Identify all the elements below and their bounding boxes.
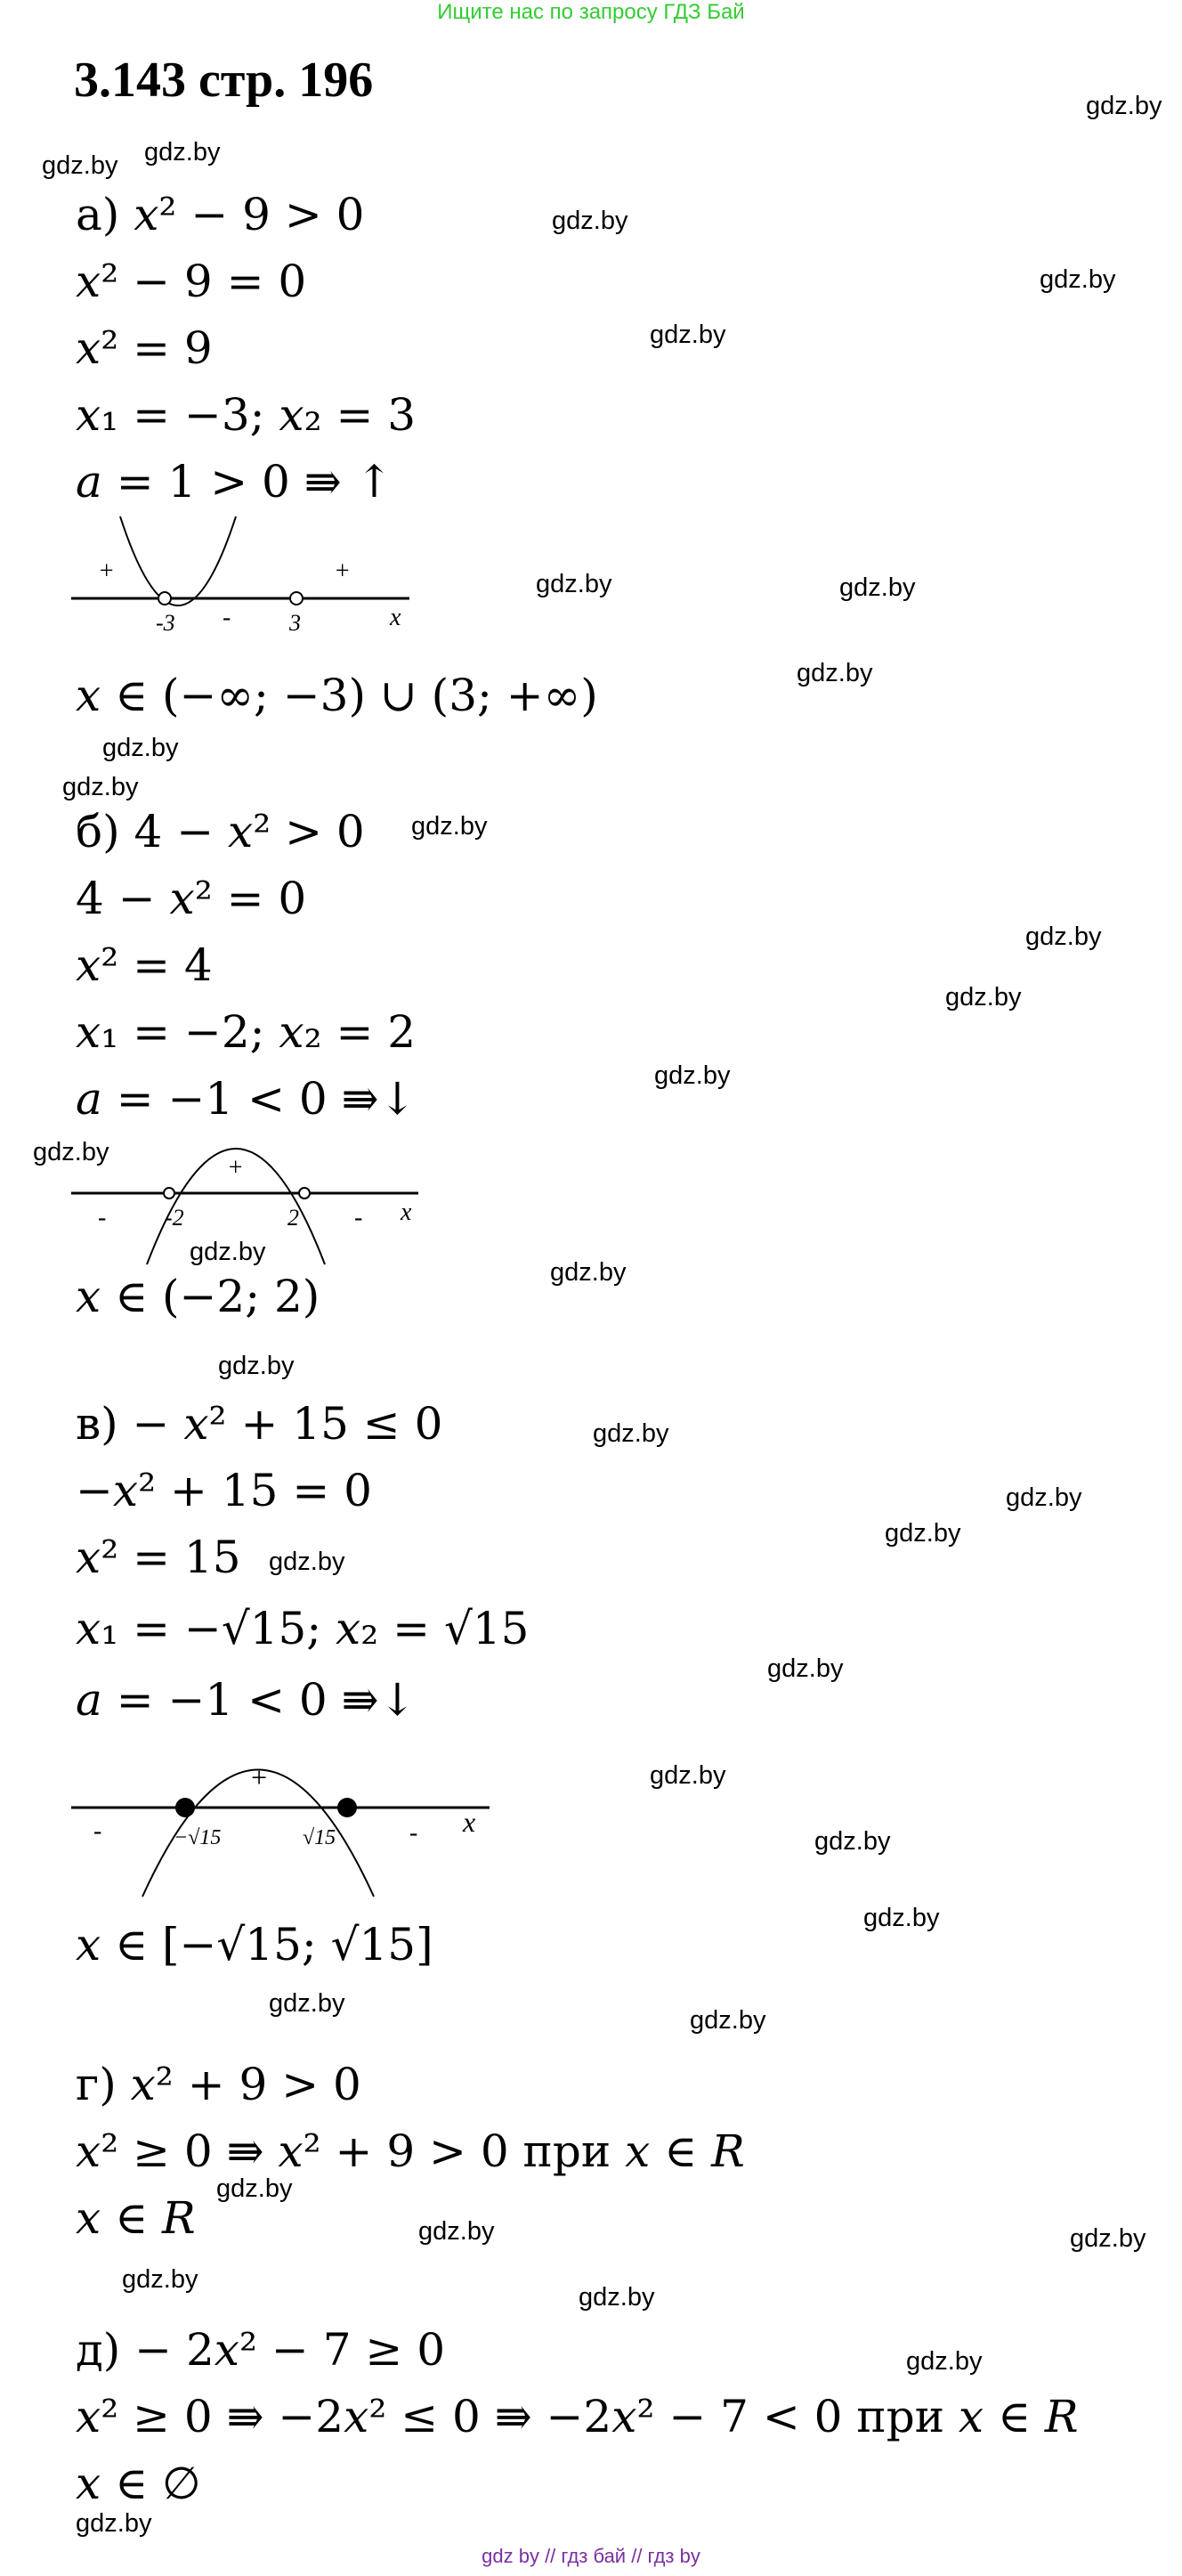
watermark: gdz.by (654, 1061, 731, 1090)
watermark: gdz.by (1025, 922, 1102, 951)
part-d-line-1: д) − 2𝑥² − 7 ≥ 0 (76, 2324, 446, 2376)
watermark: gdz.by (552, 207, 628, 235)
watermark: gdz.by (269, 1548, 345, 1576)
outer-sign-left: - (93, 1817, 102, 1845)
watermark: gdz.by (536, 570, 612, 598)
watermark: gdz.by (767, 1654, 844, 1683)
part-b-line-4: 𝑥₁ = −2; 𝑥₂ = 2 (76, 1006, 417, 1058)
part-v-line-2: −𝑥² + 15 = 0 (76, 1465, 372, 1516)
axis-label: x (463, 1806, 476, 1838)
part-g-line-3: 𝑥 ∈ 𝑅 (76, 2192, 196, 2244)
part-v-answer: 𝑥 ∈ [−√15; √15] (76, 1919, 433, 1971)
root-point-open (290, 592, 303, 605)
watermark: gdz.by (690, 2006, 766, 2035)
watermark: gdz.by (218, 1352, 295, 1380)
watermark: gdz.by (411, 812, 488, 841)
outer-sign-right: - (409, 1819, 418, 1847)
inner-sign: + (227, 1154, 244, 1182)
right-root-label: √15 (303, 1826, 336, 1849)
part-v-line-3: 𝑥² = 15 (76, 1532, 241, 1583)
watermark: gdz.by (62, 773, 139, 801)
root-point-filled (337, 1798, 357, 1817)
part-a-line-5: 𝑎 = 1 > 0 ⇛ ↑ (76, 456, 393, 508)
watermark: gdz.by (650, 321, 726, 349)
part-v-line-4: 𝑥₁ = −√15; 𝑥₂ = √15 (76, 1603, 530, 1654)
watermark: gdz.by (122, 2265, 198, 2294)
axis-label: x (401, 1199, 412, 1226)
part-a-line-3: 𝑥² = 9 (76, 322, 213, 374)
watermark: gdz.by (797, 659, 873, 687)
problem-title: 3.143 стр. 196 (74, 53, 374, 108)
watermark: gdz.by (42, 151, 118, 180)
watermark: gdz.by (579, 2283, 655, 2312)
part-b-line-3: 𝑥² = 4 (76, 939, 213, 991)
part-a-line-1: а) 𝑥² − 9 > 0 (76, 189, 365, 240)
watermark: gdz.by (650, 1761, 726, 1790)
part-a-line-2: 𝑥² − 9 = 0 (76, 256, 307, 307)
watermark: gdz.by (269, 1989, 345, 2018)
part-a-parabola-graph (71, 516, 427, 659)
part-b-answer: 𝑥 ∈ (−2; 2) (76, 1271, 320, 1322)
watermark: gdz.by (190, 1238, 266, 1266)
top-banner[interactable]: Ищите нас по запросу ГДЗ Бай (437, 0, 745, 24)
parabola-curve (120, 516, 236, 605)
root-point-open (164, 1188, 174, 1199)
watermark: gdz.by (33, 1138, 109, 1166)
part-d-line-2: 𝑥² ≥ 0 ⇛ −2𝑥² ≤ 0 ⇛ −2𝑥² − 7 < 0 при 𝑥 ∈ 𝑅 (76, 2391, 1079, 2442)
outer-sign-right: - (354, 1204, 363, 1231)
watermark: gdz.by (1086, 92, 1162, 120)
left-root-label: −√15 (174, 1826, 222, 1849)
part-b-line-2: 4 − 𝑥² = 0 (76, 873, 307, 924)
left-root-label: -3 (156, 610, 175, 636)
part-a-answer: 𝑥 ∈ (−∞; −3) ∪ (3; +∞) (76, 670, 598, 721)
right-root-label: 3 (289, 610, 301, 636)
outer-sign-right: + (334, 557, 351, 585)
watermark: gdz.by (1040, 265, 1116, 294)
part-a-line-4: 𝑥₁ = −3; 𝑥₂ = 3 (76, 389, 417, 441)
outer-sign-left: - (98, 1204, 107, 1231)
root-point-open (299, 1188, 310, 1199)
watermark: gdz.by (593, 1419, 669, 1448)
watermark: gdz.by (863, 1904, 940, 1932)
outer-sign-left: + (98, 557, 115, 585)
watermark: gdz.by (1006, 1483, 1082, 1512)
footer-links[interactable]: gdz by // гдз бай // гдз by (482, 2545, 700, 2567)
watermark: gdz.by (814, 1827, 891, 1856)
part-d-line-3: 𝑥 ∈ ∅ (76, 2458, 201, 2509)
watermark: gdz.by (216, 2174, 293, 2203)
part-g-line-2: 𝑥² ≥ 0 ⇛ 𝑥² + 9 > 0 при 𝑥 ∈ 𝑅 (76, 2125, 745, 2177)
root-point-open (158, 592, 171, 605)
watermark: gdz.by (945, 983, 1022, 1012)
watermark: gdz.by (1070, 2224, 1146, 2253)
part-b-line-5: 𝑎 = −1 < 0 ⇛↓ (76, 1073, 417, 1125)
right-root-label: 2 (287, 1205, 299, 1231)
part-v-line-1: в) − 𝑥² + 15 ≤ 0 (76, 1398, 443, 1450)
watermark: gdz.by (885, 1519, 961, 1548)
watermark: gdz.by (76, 2509, 152, 2538)
inner-sign: - (223, 604, 231, 631)
root-point-filled (175, 1798, 195, 1817)
part-v-line-5: 𝑎 = −1 < 0 ⇛↓ (76, 1674, 417, 1726)
watermark: gdz.by (418, 2217, 495, 2246)
watermark: gdz.by (839, 573, 916, 602)
left-root-label: -2 (165, 1205, 184, 1231)
axis-label: x (390, 604, 401, 631)
watermark: gdz.by (906, 2347, 983, 2376)
inner-sign: + (249, 1761, 269, 1793)
watermark: gdz.by (144, 138, 221, 167)
watermark: gdz.by (550, 1258, 627, 1287)
part-v-parabola-graph (71, 1741, 498, 1910)
part-b-line-1: б) 4 − 𝑥² > 0 (76, 806, 365, 857)
part-g-line-1: г) 𝑥² + 9 > 0 (76, 2059, 361, 2110)
watermark: gdz.by (102, 734, 179, 762)
